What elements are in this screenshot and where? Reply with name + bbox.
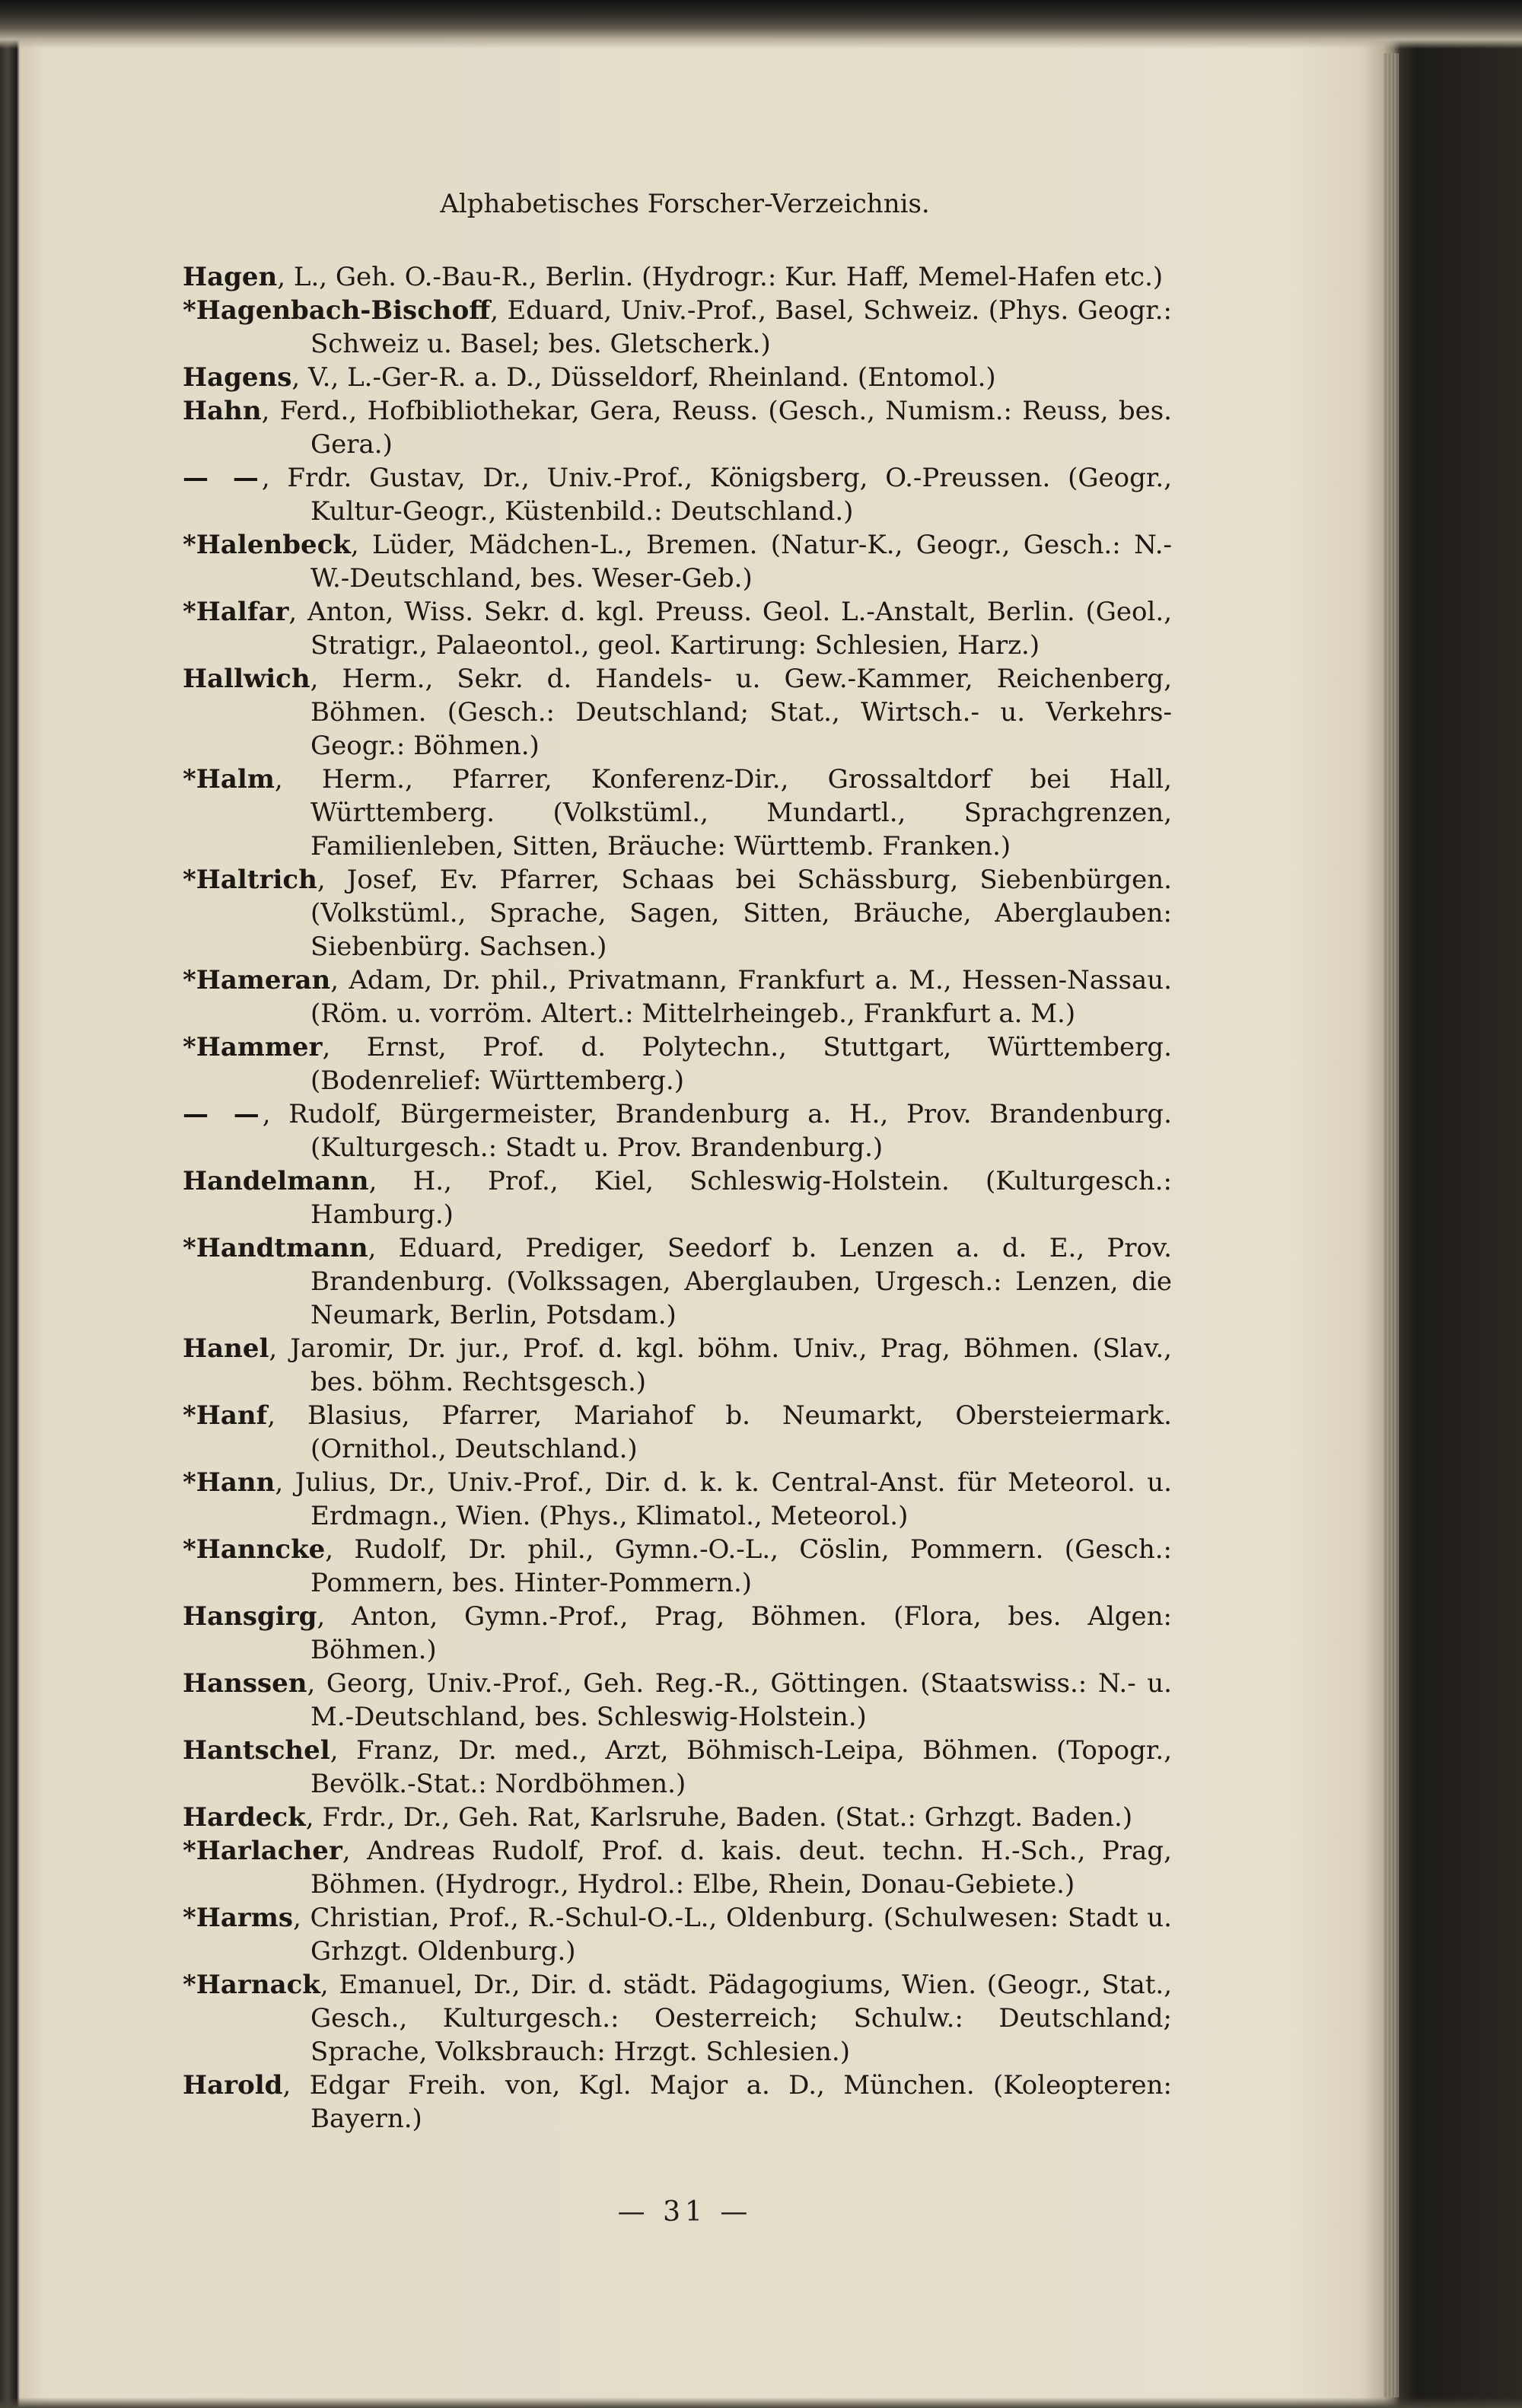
entry-name: Hagenbach-Bischoff bbox=[196, 295, 491, 326]
entry-text: , Jaromir, Dr. jur., Prof. d. kgl. böhm. Univ., Prag, Böhmen. (Slav., bes. böhm. Rechtsgesch.) bbox=[269, 1333, 1172, 1397]
entry-text: , Adam, Dr. phil., Privatmann, Frankfurt a. M., Hessen-Nassau. (Röm. u. vorröm. Altert.: Mittelrheingeb., Frankfurt a. M.) bbox=[310, 965, 1172, 1029]
entry-hagenbach-bischoff: *Hagenbach-Bischoff, Eduard, Univ.-Prof., Basel, Schweiz. (Phys. Geogr.: Schweiz u. Basel; bes. Gletscherk.) bbox=[183, 295, 1172, 359]
entry-hanel bbox=[183, 1332, 1172, 1399]
entry-name: Harms bbox=[196, 1903, 293, 1933]
entry-harold bbox=[183, 2069, 1172, 2136]
entry-haltrich: *Haltrich, Josef, Ev. Pfarrer, Schaas bei Schässburg, Siebenbürgen. (Volkstüml., Sprache, Sagen, Sitten, Bräuche, Aberglauben: Siebenbürg. Sachsen.) bbox=[183, 865, 1172, 962]
page-stack-edge bbox=[1383, 53, 1399, 2397]
entry-hallwich bbox=[183, 662, 1172, 763]
entry-hanf: *Hanf, Blasius, Pfarrer, Mariahof b. Neumarkt, Obersteiermark. (Ornithol., Deutschland.) bbox=[183, 1400, 1172, 1464]
entry-text: , Lüder, Mädchen-L., Bremen. (Natur-K., Geogr., Gesch.: N.-W.-Deutschland, bes. Weser-Geb.) bbox=[310, 530, 1172, 594]
entry-text: , Ernst, Prof. d. Polytechn., Stuttgart, Württemberg. (Bodenrelief: Württemberg.) bbox=[310, 1032, 1172, 1096]
entry-handelmann bbox=[183, 1164, 1172, 1231]
entry-text: , Julius, Dr., Univ.-Prof., Dir. d. k. k. Central-Anst. für Meteorol. u. Erdmagn., Wien. (Phys., Klimatol., Meteorol.) bbox=[275, 1467, 1172, 1531]
entry-text: , Blasius, Pfarrer, Mariahof b. Neumarkt, Obersteiermark. (Ornithol., Deutschland.) bbox=[267, 1400, 1172, 1464]
entry-name: Halenbeck bbox=[196, 530, 351, 560]
entry-text: , Herm., Sekr. d. Handels- u. Gew.-Kammer, Reichenberg, Böhmen. (Gesch.: Deutschland; Stat., Wirtsch.- u. Verkehrs-Geogr.: Böhmen.) bbox=[310, 664, 1172, 761]
entry-hagens bbox=[183, 361, 1172, 394]
entry-list bbox=[183, 260, 1172, 2136]
entry-text: , Anton, Wiss. Sekr. d. kgl. Preuss. Geol. L.-Anstalt, Berlin. (Geol., Stratigr., Palaeontol., geol. Kartirung: Schlesien, Harz.) bbox=[288, 597, 1172, 661]
entry-hansgirg bbox=[183, 1600, 1172, 1667]
entry-text: , Rudolf, Bürgermeister, Brandenburg a. H., Prov. Brandenburg. (Kulturgesch.: Stadt u. Prov. Brandenburg.) bbox=[262, 1099, 1172, 1163]
entry-name: Haltrich bbox=[196, 865, 317, 895]
entry-halfar: *Halfar, Anton, Wiss. Sekr. d. kgl. Preuss. Geol. L.-Anstalt, Berlin. (Geol., Stratigr., Palaeontol., geol. Kartirung: Schlesien, Harz.) bbox=[183, 597, 1172, 661]
entry-name: Hardeck bbox=[183, 1802, 306, 1833]
entry-handtmann: *Handtmann, Eduard, Prediger, Seedorf b. Lenzen a. d. E., Prov. Brandenburg. (Volkssagen, Aberglauben, Urgesch.: Lenzen, die Neumark, Berlin, Potsdam.) bbox=[183, 1233, 1172, 1330]
entry-name: Hahn bbox=[183, 396, 262, 426]
entry-hann: *Hann, Julius, Dr., Univ.-Prof., Dir. d. k. k. Central-Anst. für Meteorol. u. Erdmagn., Wien. (Phys., Klimatol., Meteorol.) bbox=[183, 1467, 1172, 1531]
entry-text: , Eduard, Univ.-Prof., Basel, Schweiz. (Phys. Geogr.: Schweiz u. Basel; bes. Gletscherk.) bbox=[310, 295, 1172, 359]
entry-text: , H., Prof., Kiel, Schleswig-Holstein. (Kulturgesch.: Hamburg.) bbox=[310, 1166, 1172, 1230]
entry-text: , Christian, Prof., R.-Schul-O.-L., Oldenburg. (Schulwesen: Stadt u. Grhzgt. Oldenburg.) bbox=[292, 1903, 1172, 1967]
entry-text: , Herm., Pfarrer, Konferenz-Dir., Grossaltdorf bei Hall, Württemberg. (Volkstüml., Mundartl., Sprachgrenzen, Familienleben, Sitten, Bräuche: Württemb. Franken.) bbox=[274, 764, 1172, 862]
entry-text: , Frdr. Gustav, Dr., Univ.-Prof., Königsberg, O.-Preussen. (Geogr., Kultur-Geogr., Küstenbild.: Deutschland.) bbox=[261, 463, 1172, 527]
entry-text: , Georg, Univ.-Prof., Geh. Reg.-R., Göttingen. (Staatswiss.: N.- u. M.-Deutschland, bes. Schleswig-Holstein.) bbox=[307, 1668, 1172, 1732]
entry-harlacher: *Harlacher, Andreas Rudolf, Prof. d. kais. deut. techn. H.-Sch., Prag, Böhmen. (Hydrogr., Hydrol.: Elbe, Rhein, Donau-Gebiete.) bbox=[183, 1836, 1172, 1900]
entry-name: Hanel bbox=[183, 1333, 269, 1364]
entry-name: Hallwich bbox=[183, 664, 310, 694]
entry-text: , Andreas Rudolf, Prof. d. kais. deut. techn. H.-Sch., Prag, Böhmen. (Hydrogr., Hydrol.: Elbe, Rhein, Donau-Gebiete.) bbox=[310, 1836, 1172, 1900]
entry-hanssen bbox=[183, 1667, 1172, 1734]
entry-hahn-frdr bbox=[183, 461, 1172, 528]
entry-name: Handtmann bbox=[196, 1233, 368, 1263]
entry-hanncke: *Hanncke, Rudolf, Dr. phil., Gymn.-O.-L., Cöslin, Pommern. (Gesch.: Pommern, bes. Hinter-Pommern.) bbox=[183, 1534, 1172, 1598]
entry-halenbeck: *Halenbeck, Lüder, Mädchen-L., Bremen. (Natur-K., Geogr., Gesch.: N.-W.-Deutschland, bes. Weser-Geb.) bbox=[183, 530, 1172, 594]
entry-hardeck bbox=[183, 1801, 1172, 1834]
entry-text: , Anton, Gymn.-Prof., Prag, Böhmen. (Flora, bes. Algen: Böhmen.) bbox=[310, 1601, 1172, 1665]
running-header: Alphabetisches Forscher-Verzeichnis. bbox=[440, 189, 930, 219]
entry-name: Harlacher bbox=[196, 1836, 342, 1866]
entry-hagen bbox=[183, 260, 1172, 294]
entry-name: Hagens bbox=[183, 362, 292, 393]
entry-name: Hanncke bbox=[196, 1534, 326, 1565]
page-number: — 31 — bbox=[617, 2196, 753, 2228]
entry-text: , Eduard, Prediger, Seedorf b. Lenzen a. d. E., Prov. Brandenburg. (Volkssagen, Aberglauben, Urgesch.: Lenzen, die Neumark, Berlin, Potsdam.) bbox=[310, 1233, 1172, 1330]
entry-text: , Frdr., Dr., Geh. Rat, Karlsruhe, Baden. (Stat.: Grhzgt. Baden.) bbox=[305, 1802, 1133, 1833]
entry-harms: *Harms, Christian, Prof., R.-Schul-O.-L., Oldenburg. (Schulwesen: Stadt u. Grhzgt. Oldenburg.) bbox=[183, 1903, 1172, 1967]
entry-text: , Ferd., Hofbibliothekar, Gera, Reuss. (Gesch., Numism.: Reuss, bes. Gera.) bbox=[261, 396, 1172, 460]
entry-name: Harold bbox=[183, 2070, 283, 2101]
entry-name: Hagen bbox=[183, 262, 278, 292]
entry-text: , Rudolf, Dr. phil., Gymn.-O.-L., Cöslin, Pommern. (Gesch.: Pommern, bes. Hinter-Pommern.) bbox=[310, 1534, 1172, 1598]
entry-name: Hansgirg bbox=[183, 1601, 317, 1632]
entry-name: Hann bbox=[196, 1467, 275, 1498]
entry-name: Handelmann bbox=[183, 1166, 369, 1196]
entry-name: Harnack bbox=[196, 1970, 320, 2000]
entry-text: , Edgar Freih. von, Kgl. Major a. D., München. (Koleopteren: Bayern.) bbox=[282, 2070, 1172, 2134]
entry-harnack: *Harnack, Emanuel, Dr., Dir. d. städt. Pädagogiums, Wien. (Geogr., Stat., Gesch., Kulturgesch.: Oesterreich; Schulw.: Deutschland; Sprache, Volksbrauch: Hrzgt. Schlesien.) bbox=[183, 1970, 1172, 2067]
entry-name: Halm bbox=[196, 764, 275, 795]
entry-name: Hantschel bbox=[183, 1735, 330, 1766]
entry-hammer-ernst: *Hammer, Ernst, Prof. d. Polytechn., Stuttgart, Württemberg. (Bodenrelief: Württemberg.) bbox=[183, 1032, 1172, 1096]
entry-text: , L., Geh. O.-Bau-R., Berlin. (Hydrogr.: Kur. Haff, Memel-Hafen etc.) bbox=[277, 262, 1164, 292]
entry-name: Hanssen bbox=[183, 1668, 307, 1699]
entry-name: — — bbox=[183, 463, 262, 493]
entry-name: Hammer bbox=[196, 1032, 323, 1062]
entry-name: Hanf bbox=[196, 1400, 268, 1431]
entry-hantschel bbox=[183, 1734, 1172, 1801]
entry-name: Halfar bbox=[196, 597, 289, 627]
entry-text: , Josef, Ev. Pfarrer, Schaas bei Schässburg, Siebenbürgen. (Volkstüml., Sprache, Sagen, Sitten, Bräuche, Aberglauben: Siebenbürg. Sachsen.) bbox=[310, 865, 1172, 962]
entry-text: , Franz, Dr. med., Arzt, Böhmisch-Leipa, Böhmen. (Topogr., Bevölk.-Stat.: Nordböhmen.) bbox=[310, 1735, 1172, 1799]
entry-name: — — bbox=[183, 1099, 263, 1129]
entry-hammer-rudolf bbox=[183, 1097, 1172, 1164]
entry-text: , Emanuel, Dr., Dir. d. städt. Pädagogiums, Wien. (Geogr., Stat., Gesch., Kulturgesch.: Oesterreich; Schulw.: Deutschland; Sprache, Volksbrauch: Hrzgt. Schlesien.) bbox=[310, 1970, 1172, 2067]
entry-hameran: *Hameran, Adam, Dr. phil., Privatmann, Frankfurt a. M., Hessen-Nassau. (Röm. u. vorröm. Altert.: Mittelrheingeb., Frankfurt a. M.) bbox=[183, 965, 1172, 1029]
entry-halm: *Halm, Herm., Pfarrer, Konferenz-Dir., Grossaltdorf bei Hall, Württemberg. (Volkstüml., Mundartl., Sprachgrenzen, Familienleben, Sitten, Bräuche: Württemb. Franken.) bbox=[183, 764, 1172, 862]
entry-text: , V., L.-Ger-R. a. D., Düsseldorf, Rheinland. (Entomol.) bbox=[291, 362, 996, 393]
entry-hahn-ferd bbox=[183, 394, 1172, 461]
entry-name: Hameran bbox=[196, 965, 331, 995]
